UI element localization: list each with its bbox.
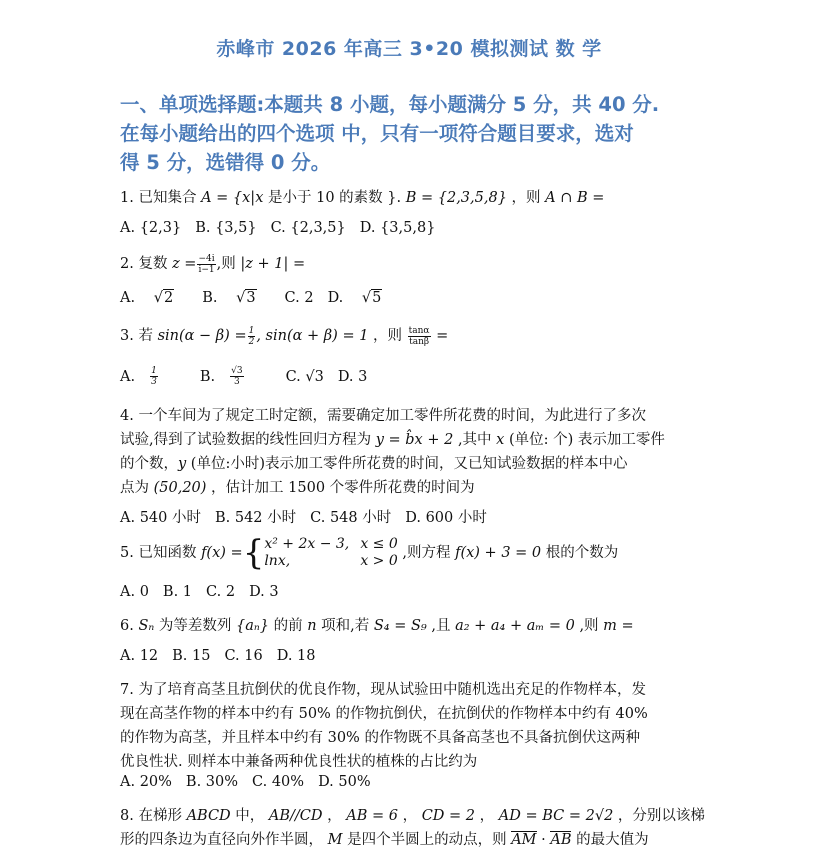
option-d: D. 18 bbox=[276, 648, 316, 664]
question-6-options bbox=[120, 648, 330, 664]
option-a: A. 12 bbox=[120, 648, 159, 664]
question-8-line-2: 形的四条边为直径向外作半圆， M 是四个半圆上的动点，则 AM · AB 的最大值为 bbox=[120, 832, 649, 848]
option-d: D. 600 小时 bbox=[405, 510, 487, 526]
brace: { bbox=[242, 533, 265, 573]
piecewise-definition: x² + 2x − 3, x ≤ 0 lnx, x > 0 bbox=[264, 536, 398, 569]
option-a: A. 20% bbox=[120, 774, 172, 790]
question-5: 5. 已知函数 f(x) ={ x² + 2x − 3, x ≤ 0 lnx, x > 0 ,则方程 f(x) + 3 = 0 根的个数为 bbox=[120, 533, 619, 573]
question-3: 3. 若 sin(α − β) = $\frac{1}{2}$ , sin(α + β) = 1 ，则 $\frac{\tan\alpha}{\tan\beta}$ = bbox=[120, 325, 449, 347]
option-a: A. $\frac{1}{3}$ bbox=[120, 366, 157, 387]
option-c: C. 2 bbox=[206, 584, 236, 600]
question-5-options bbox=[120, 584, 293, 600]
fraction: $\frac{1}{2}$ bbox=[248, 325, 255, 347]
option-a: A. 0 bbox=[120, 584, 149, 600]
option-b: B. 15 bbox=[172, 648, 211, 664]
question-2-options bbox=[120, 290, 410, 306]
fraction: $\frac{\tan\alpha}{\tan\beta}$ bbox=[408, 325, 430, 347]
question-4-line-4: 点为 (50,20) ，估计加工 1500 个零件所花费的时间为 bbox=[120, 480, 475, 496]
option-b: B. 30% bbox=[185, 774, 239, 790]
option-d: D. √5 bbox=[327, 290, 382, 306]
option-b: B. 542 小时 bbox=[214, 510, 297, 526]
option-b: B. {3,5} bbox=[195, 220, 257, 236]
question-2: 2. 复数 z = $\frac{-4i}{i-1}$ ,则 |z + 1| = bbox=[120, 253, 306, 275]
question-3-options bbox=[120, 366, 381, 387]
option-d: D. 3 bbox=[337, 368, 368, 385]
question-4-line-1: 4. 一个车间为了规定工时定额，需要确定加工零件所花费的时间，为此进行了多次 bbox=[120, 408, 646, 424]
question-7-line-4: 优良性状. 则样本中兼备两种优良性状的植株的占比约为 bbox=[120, 754, 478, 770]
option-d: D. 50% bbox=[318, 774, 371, 790]
page-title: 赤峰市 2026 年高三 3•20 模拟测试 数 学 bbox=[216, 38, 602, 60]
option-b: B. √3 bbox=[202, 290, 256, 306]
section-line-3: 得 5 分，选错得 0 分。 bbox=[120, 151, 331, 174]
section-heading bbox=[120, 90, 720, 177]
option-d: D. 3 bbox=[249, 584, 279, 600]
option-b: B. $\frac{√3}{3}$ bbox=[199, 366, 243, 387]
section-line-1: 一、单项选择题:本题共 8 小题，每小题满分 5 分，共 40 分. bbox=[120, 93, 660, 116]
option-c: C. {2,3,5} bbox=[270, 220, 346, 236]
option-c: C. √3 bbox=[285, 368, 324, 385]
question-4-line-2: 试验,得到了试验数据的线性回归方程为 y = b̂x + 2 ,其中 x (单位: 个) 表示加工零件 bbox=[120, 432, 665, 448]
question-1-options bbox=[120, 220, 449, 236]
question-7-line-3: 的作物为高茎，并且样本中约有 30% 的作物既不具备高茎也不具备抗倒伏这两种 bbox=[120, 730, 640, 746]
question-7-line-1: 7. 为了培育高茎且抗倒伏的优良作物，现从试验田中随机选出充足的作物样本，发 bbox=[120, 682, 646, 698]
option-c: C. 40% bbox=[252, 774, 305, 790]
option-b: B. 1 bbox=[162, 584, 193, 600]
question-8-line-1: 8. 在梯形 ABCD 中， AB//CD ， AB = 6 ， CD = 2 ， AD = BC = 2√2 ，分别以该梯 bbox=[120, 808, 705, 824]
option-a: A. √2 bbox=[120, 290, 174, 306]
fraction: $\frac{-4i}{i-1}$ bbox=[198, 253, 215, 275]
question-7-options bbox=[120, 774, 385, 790]
question-6: 6. Sₙ 为等差数列 {aₙ} 的前 n 项和,若 S₄ = S₉ ,且 a₂ + a₄ + aₘ = 0 ,则 m = bbox=[120, 618, 634, 634]
option-a: A. 540 小时 bbox=[120, 510, 201, 526]
option-c: C. 16 bbox=[224, 648, 263, 664]
option-c: C. 548 小时 bbox=[310, 510, 392, 526]
option-c: C. 2 bbox=[284, 290, 314, 306]
question-1: 1. 已知集合 A = {x|x 是小于 10 的素数 }. B = {2,3,5,8} ，则 A ∩ B = bbox=[120, 190, 605, 206]
section-line-2: 在每小题给出的四个选项 中，只有一项符合题目要求，选对 bbox=[120, 122, 634, 145]
question-7-line-2: 现在高茎作物的样本中约有 50% 的作物抗倒伏，在抗倒伏的作物样本中约有 40% bbox=[120, 706, 648, 722]
option-a: A. {2,3} bbox=[120, 220, 182, 236]
question-4-line-3: 的个数，y (单位:小时)表示加工零件所花费的时间，又已知试验数据的样本中心 bbox=[120, 456, 628, 472]
question-4-options bbox=[120, 506, 501, 527]
option-d: D. {3,5,8} bbox=[359, 220, 436, 236]
